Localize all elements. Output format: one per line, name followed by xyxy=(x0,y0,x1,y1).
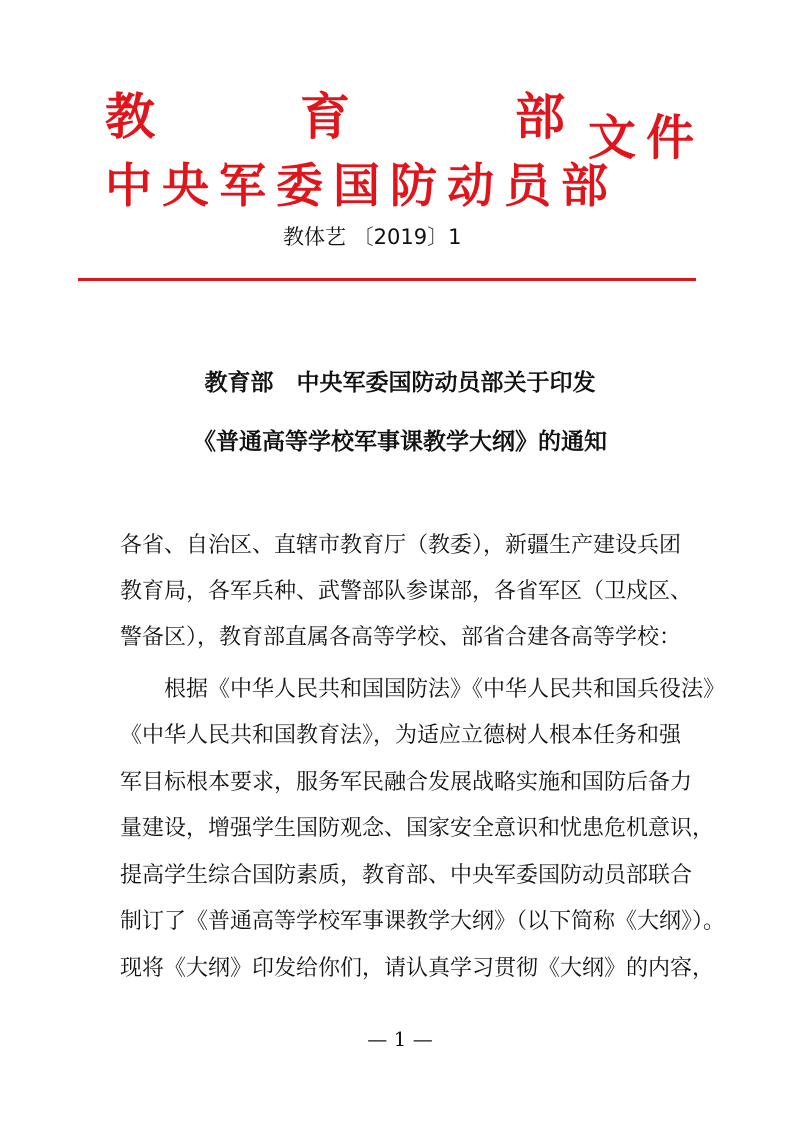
body-line: 教育局，各军兵种、武警部队参谋部，各省军区（卫戍区、 xyxy=(120,579,693,604)
notice-title-line-2: 《普通高等学校军事课教学大纲》的通知 xyxy=(193,429,607,455)
document-number: 教体艺 〔2019〕1 xyxy=(283,225,462,249)
body-line: 根据《中华人民共和国国防法》《中华人民共和国兵役法》 xyxy=(120,677,726,702)
notice-title-line-1: 教育部 中央军委国防动员部关于印发 xyxy=(204,370,596,396)
body-line: 警备区），教育部直属各高等学校、部省合建各高等学校： xyxy=(120,625,682,650)
page-number: — 1 — xyxy=(367,1027,433,1051)
document-type-label: 文件 xyxy=(588,110,705,166)
body-line: 军目标根本要求，服务军民融合发展战略实施和国防后备力 xyxy=(120,770,693,795)
issuer-char: 教 xyxy=(105,88,155,146)
issuer-line-1 xyxy=(105,88,565,146)
body-line: 量建设，增强学生国防观念、国家安全意识和忧患危机意识， xyxy=(120,816,715,841)
issuer-line-2: 中央军委国防动员部 xyxy=(105,159,618,214)
body-line: 各省、自治区、直辖市教育厅（教委），新疆生产建设兵团 xyxy=(120,533,682,558)
body-line: 《中华人民共和国教育法》，为适应立德树人根本任务和强 xyxy=(120,723,682,748)
header-divider xyxy=(78,278,696,281)
body-line: 提高学生综合国防素质，教育部、中央军委国防动员部联合 xyxy=(120,863,693,888)
body-line: 现将《大纲》印发给你们，请认真学习贯彻《大纲》的内容， xyxy=(120,956,715,981)
body-line: 制订了《普通高等学校军事课教学大纲》（以下简称《大纲》）。 xyxy=(120,909,726,934)
issuer-char: 部 xyxy=(515,88,565,146)
issuer-char: 育 xyxy=(300,88,350,146)
